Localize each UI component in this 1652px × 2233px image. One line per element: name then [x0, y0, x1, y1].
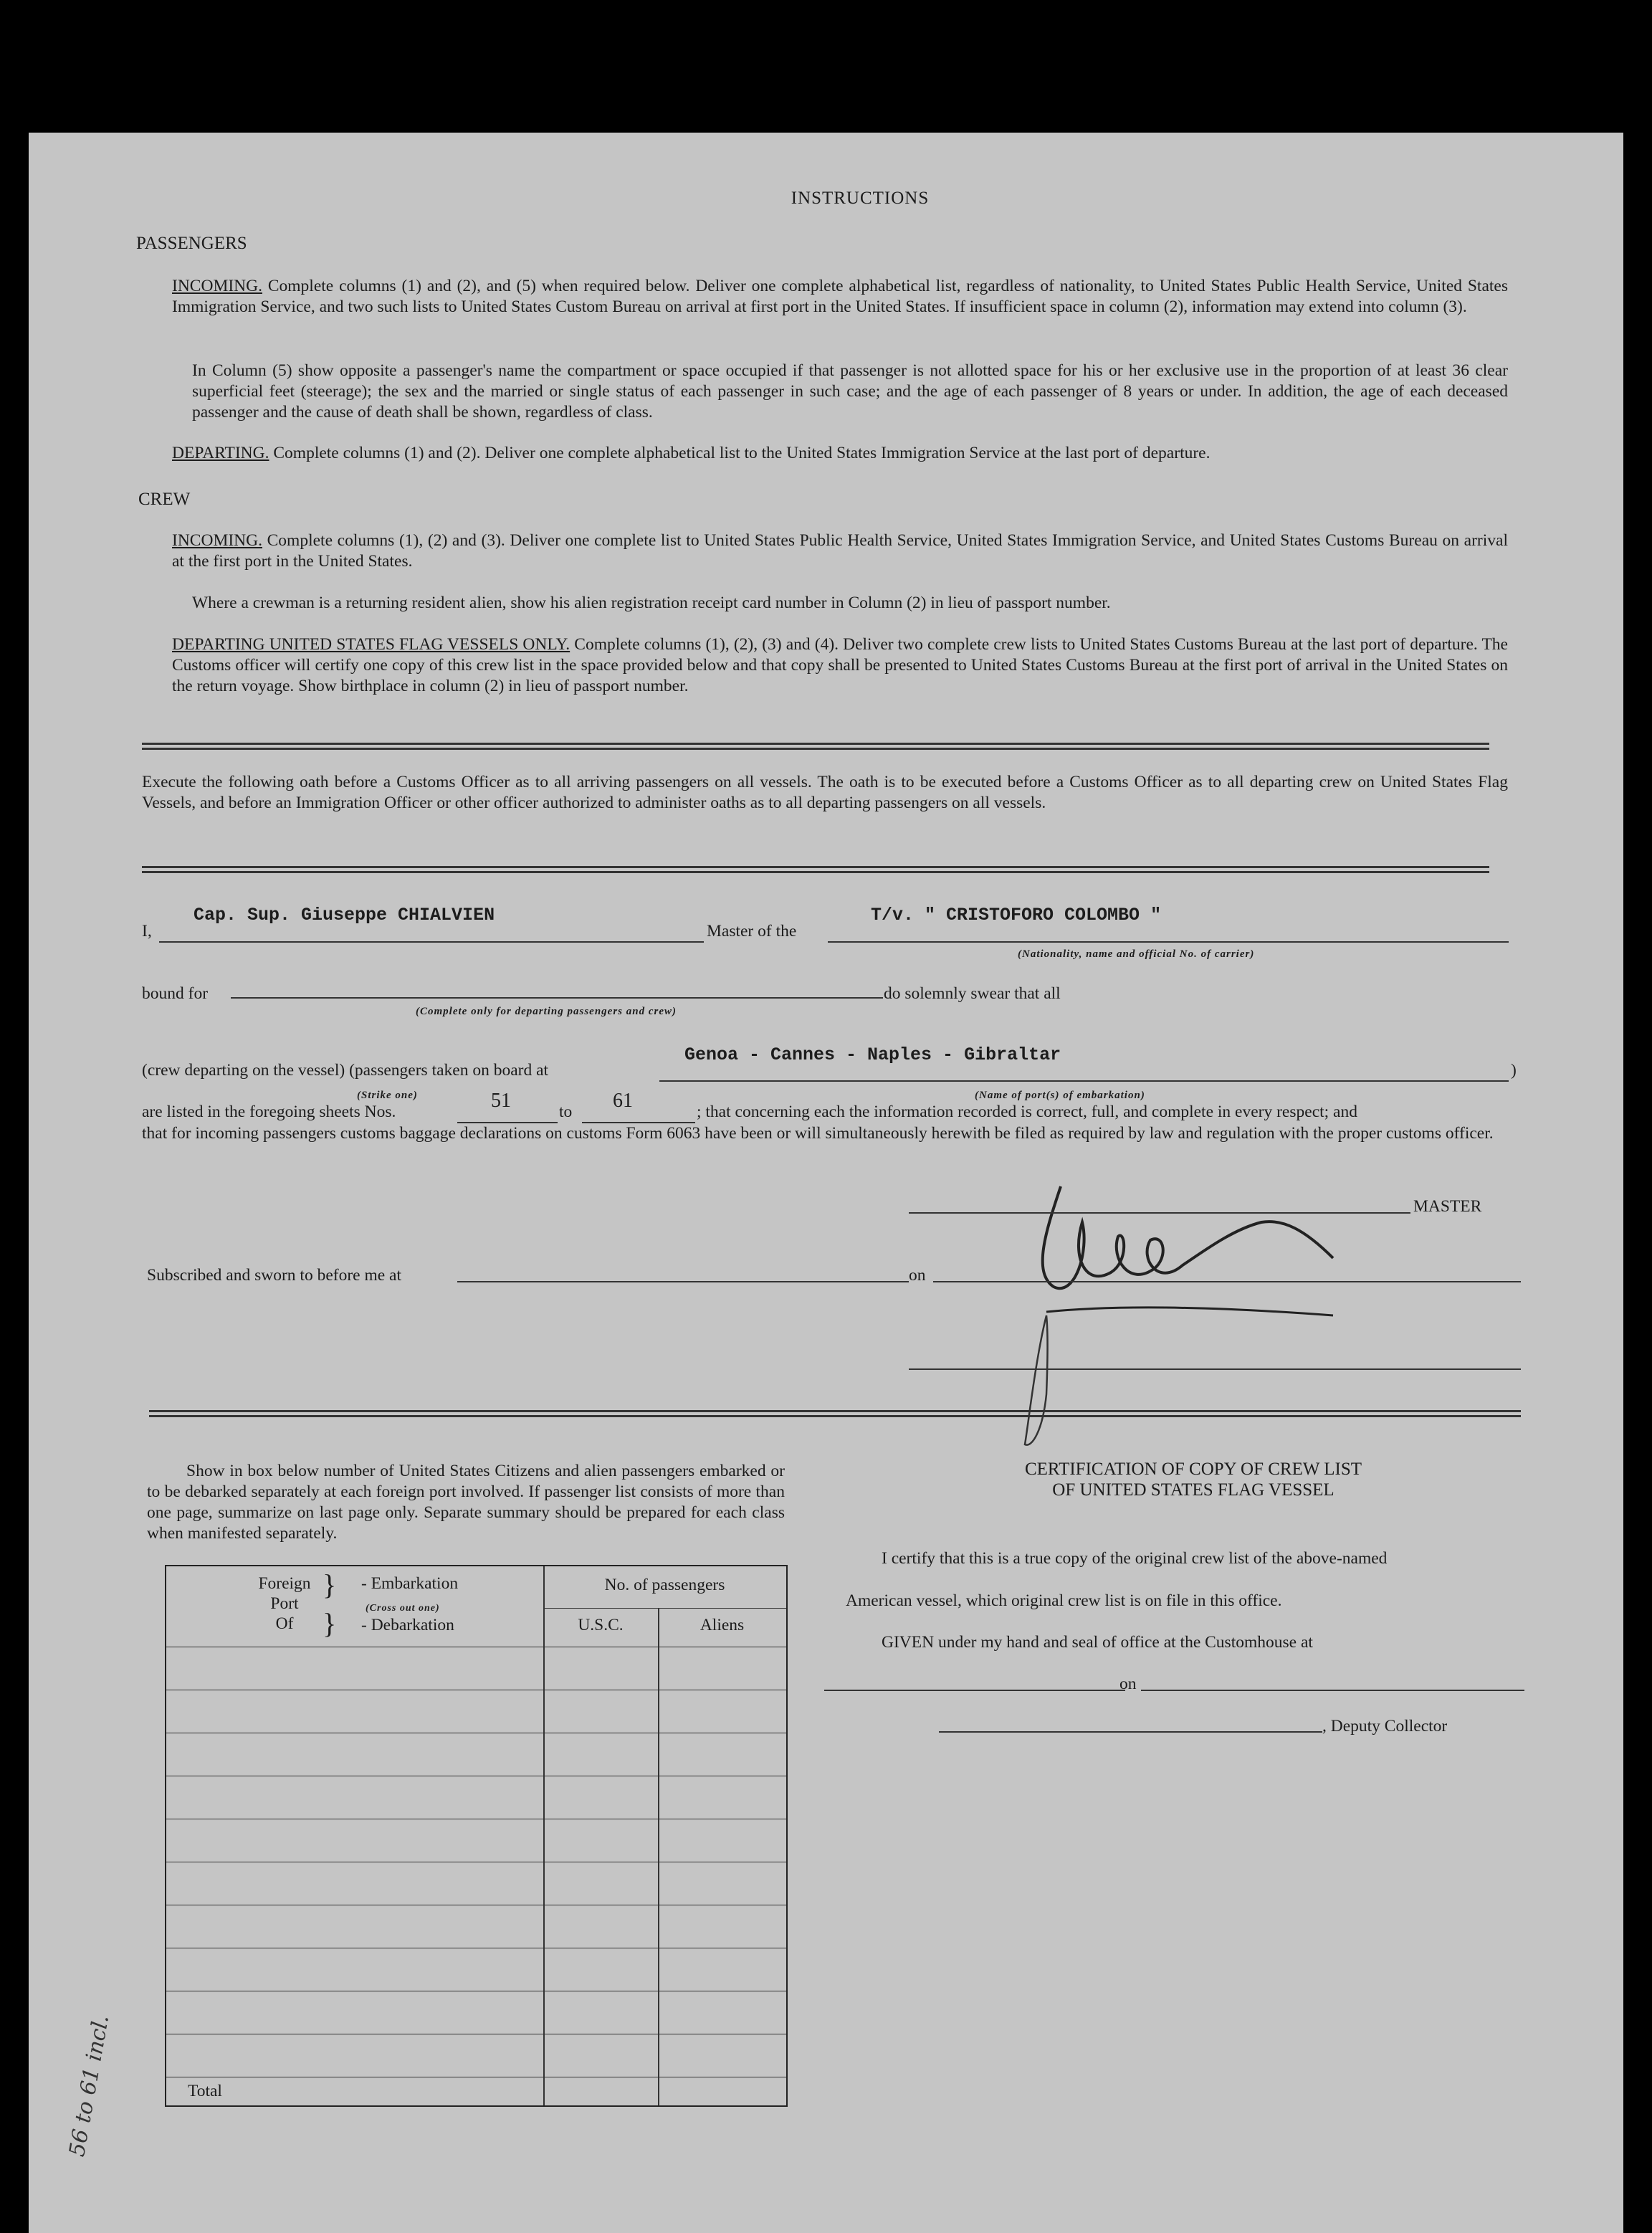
oath-intro: Execute the following oath before a Customs Officer as to all arriving passengers on all vessels. The oath is to be executed before a Customs Officer as to all departing crew on United States Flag Vessels, and before an Immigration Officer or other officer authorized to administer oaths as to all departing passengers on all vessels. — [142, 773, 1508, 812]
summary-instructions: Show in box below number of United States Citizens and alien passengers embarked or to be debarked separately at each foreign port involved. If passenger list consists of more than one page, summarize on last page only. Separate summary should be prepared for each class when manifested separately. — [147, 1462, 785, 1543]
sheet-from: 51 — [491, 1090, 511, 1112]
certification-on-label: on — [1119, 1675, 1137, 1693]
col-no-of-passengers: No. of passengers — [604, 1576, 725, 1594]
passengers-heading: PASSENGERS — [136, 234, 247, 253]
master-label: MASTER — [1413, 1197, 1482, 1216]
brace-icon: } — [323, 1568, 337, 1601]
crew-departing-text: Complete columns (1), (2), (3) and (4). Deliver two complete crew lists to United States Customs Bureau at the last port of departure. The Customs officer will certify one copy of this crew list in the space provided below and that copy shall be presented to United States Customs Bureau at the first port of arrival in the United States on the return voyage. Show birthplace in column (2) in lieu of passport number. — [172, 635, 1508, 695]
crew-departing-label: DEPARTING UNITED STATES FLAG VESSELS ONLY. — [172, 635, 570, 654]
officer-signature-line — [909, 1368, 1521, 1370]
vessel-line — [828, 941, 1509, 943]
master-signature-line — [909, 1212, 1410, 1214]
customhouse-line — [824, 1690, 1125, 1691]
certification-title: CERTIFICATION OF COPY OF CREW LIST — [1024, 1460, 1362, 1479]
cross-out-caption: (Cross out one) — [366, 1603, 440, 1614]
subscribed-label: Subscribed and sworn to before me at — [147, 1266, 402, 1285]
certify-text: I certify that this is a true copy of the original crew list of the above-named — [882, 1549, 1388, 1568]
table-column-divider — [658, 1608, 659, 2105]
sheet-to: 61 — [613, 1090, 633, 1112]
ports-value: Genoa - Cannes - Naples - Gibraltar — [684, 1044, 1061, 1065]
passenger-summary-table — [165, 1565, 788, 2107]
col-usc: U.S.C. — [578, 1616, 624, 1634]
passengers-incoming-paragraph — [172, 276, 1508, 318]
col-foreign: Foreign — [258, 1574, 311, 1593]
deputy-collector-line — [939, 1731, 1322, 1733]
crew-resident-paragraph: Where a crewman is a returning resident alien, show his alien registration receipt card number in Column (2) in lieu of passport number. — [192, 594, 1111, 612]
section-divider — [142, 866, 1489, 873]
col-aliens: Aliens — [700, 1616, 745, 1634]
baggage-text: that for incoming passengers customs baggage declarations on customs Form 6063 have been or will simultaneously herewith be filed as required by law and regulation with the proper customs officer. — [142, 1124, 1494, 1143]
bound-for-label: bound for — [142, 984, 209, 1003]
master-of-label: Master of the — [707, 922, 797, 941]
passengers-departing-label: DEPARTING. — [172, 444, 269, 462]
margin-note: 56 to 61 incl. — [65, 2013, 115, 2159]
section-divider — [142, 743, 1489, 750]
crew-incoming-paragraph — [172, 530, 1508, 572]
i-label: I, — [142, 922, 152, 941]
concerning-text: ; that concerning each the information recorded is correct, full, and complete in every respect; and — [697, 1103, 1357, 1121]
certification-date-line — [1141, 1690, 1524, 1691]
passengers-departing-paragraph — [172, 443, 1527, 464]
passengers-incoming-text: Complete columns (1) and (2), and (5) when required below. Deliver one complete alphabetical list, regardless of nationality, to United States Public Health Service, United States Immigration Service, and two such lists to United States Custom Bureau on arrival at first port in the United States. If insufficient space in column (2), information may extend into column (3). — [172, 277, 1508, 316]
crew-heading: CREW — [138, 490, 191, 509]
master-name-line — [159, 941, 704, 943]
strike-one-caption: (Strike one) — [357, 1090, 418, 1101]
deputy-collector-label: , Deputy Collector — [1322, 1717, 1448, 1736]
col-port: Port — [270, 1594, 299, 1613]
master-signature — [1003, 1143, 1376, 1473]
page-title: INSTRUCTIONS — [791, 189, 930, 208]
col-debarkation: - Debarkation — [361, 1616, 454, 1634]
to-label: to — [559, 1103, 573, 1121]
total-label: Total — [188, 2082, 222, 2100]
certification-subtitle: OF UNITED STATES FLAG VESSEL — [1052, 1480, 1335, 1500]
col-of: Of — [275, 1614, 294, 1633]
american-vessel-text: American vessel, which original crew list is on file in this office. — [846, 1591, 1282, 1610]
crew-incoming-label: INCOMING. — [172, 531, 262, 550]
on-label: on — [909, 1266, 926, 1285]
crew-departing-paragraph — [172, 634, 1508, 697]
passengers-column5-paragraph: In Column (5) show opposite a passenger's name the compartment or space occupied if that passenger is not allotted space for his or her exclusive use in the proportion of at least 36 clear superficial feet (steerage); the sex and the married or single status of each passenger in such case; and the age of each passenger of 8 years or under. In addition, the age of each deceased passenger and the cause of death shall be shown, regardless of class. — [192, 361, 1508, 422]
col-embarkation: - Embarkation — [361, 1574, 459, 1593]
passengers-departing-text: Complete columns (1) and (2). Deliver one complete alphabetical list to the United States Immigration Service at the last port of departure. — [269, 444, 1211, 462]
subscribed-date-line — [933, 1281, 1521, 1282]
vessel-name: T/v. " CRISTOFORO COLOMBO " — [871, 905, 1162, 925]
table-header-divider — [543, 1608, 786, 1609]
bound-for-caption: (Complete only for departing passengers and crew) — [416, 1006, 677, 1017]
bound-for-line — [231, 997, 883, 999]
crew-incoming-text: Complete columns (1), (2) and (3). Deliver one complete list to United States Public Health Service, United States Immigration Service, and United States Customs Bureau on arrival at the first port in the United States. — [172, 531, 1508, 571]
close-paren: ) — [1511, 1061, 1517, 1080]
crew-departing-label: (crew departing on the vessel) (passengers taken on board at — [142, 1061, 549, 1080]
ports-caption: (Name of port(s) of embarkation) — [975, 1090, 1145, 1101]
listed-label: are listed in the foregoing sheets Nos. — [142, 1103, 396, 1121]
brace-icon: } — [323, 1607, 337, 1639]
ports-line — [659, 1080, 1509, 1082]
master-name: Cap. Sup. Giuseppe CHIALVIEN — [194, 905, 495, 925]
section-divider — [149, 1410, 1521, 1417]
passengers-incoming-label: INCOMING. — [172, 277, 262, 295]
document-page — [29, 133, 1623, 2233]
subscribed-place-line — [457, 1281, 909, 1282]
swear-label: do solemnly swear that all — [884, 984, 1061, 1003]
vessel-caption: (Nationality, name and official No. of carrier) — [1018, 948, 1255, 960]
given-text: GIVEN under my hand and seal of office at the Customhouse at — [882, 1633, 1313, 1652]
